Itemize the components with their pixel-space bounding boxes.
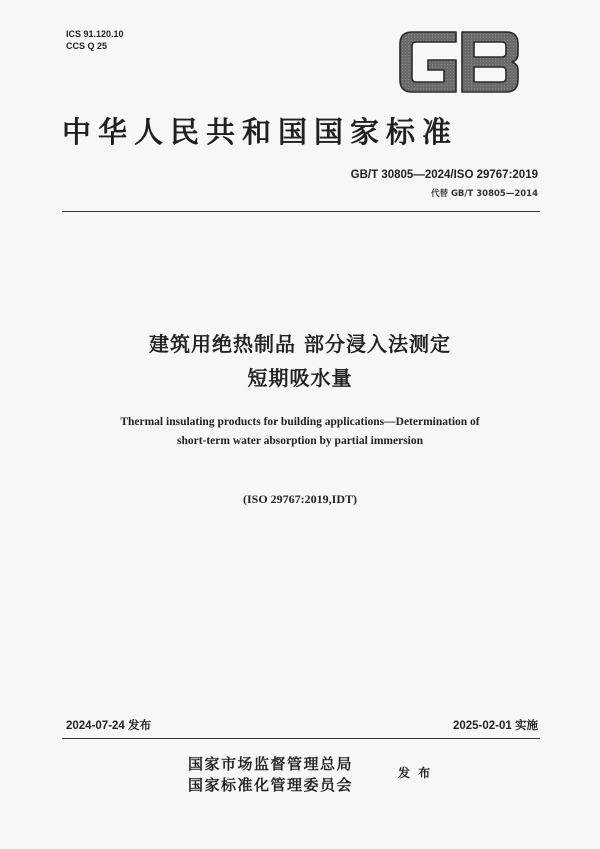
title-cn-line1: 建筑用绝热制品 部分浸入法测定 [149, 332, 451, 356]
implementation-date: 2025-02-01 实施 [452, 720, 538, 732]
footer-divider [62, 738, 540, 739]
ccs-code: CCS Q 25 [66, 41, 108, 51]
title-en-line2: short-term water absorption by partial immersion [176, 435, 424, 447]
publish-label: 发 布 [398, 766, 433, 780]
issuer-line2: 国家标准化管理委员会 [188, 776, 354, 794]
title-cn-line2: 短期吸水量 [247, 366, 353, 390]
issue-date: 2024-07-24 发布 [66, 720, 152, 732]
ics-code: ICS 91.120.10 [66, 29, 124, 39]
standard-number: GB/T 30805—2024/ISO 29767:2019 [350, 169, 538, 181]
header-divider [62, 211, 540, 212]
gb-logo [398, 30, 522, 94]
classification-codes [66, 28, 124, 52]
issuer-line1: 国家市场监督管理总局 [188, 755, 354, 773]
title-en-line1: Thermal insulating products for building applications—Determination of [120, 416, 480, 428]
national-standard-title: 中华人民共和国国家标准 [62, 115, 459, 149]
iso-equivalence: (ISO 29767:2019,IDT) [242, 492, 357, 506]
replaces-note: 代替 GB/T 30805—2014 [430, 189, 538, 199]
